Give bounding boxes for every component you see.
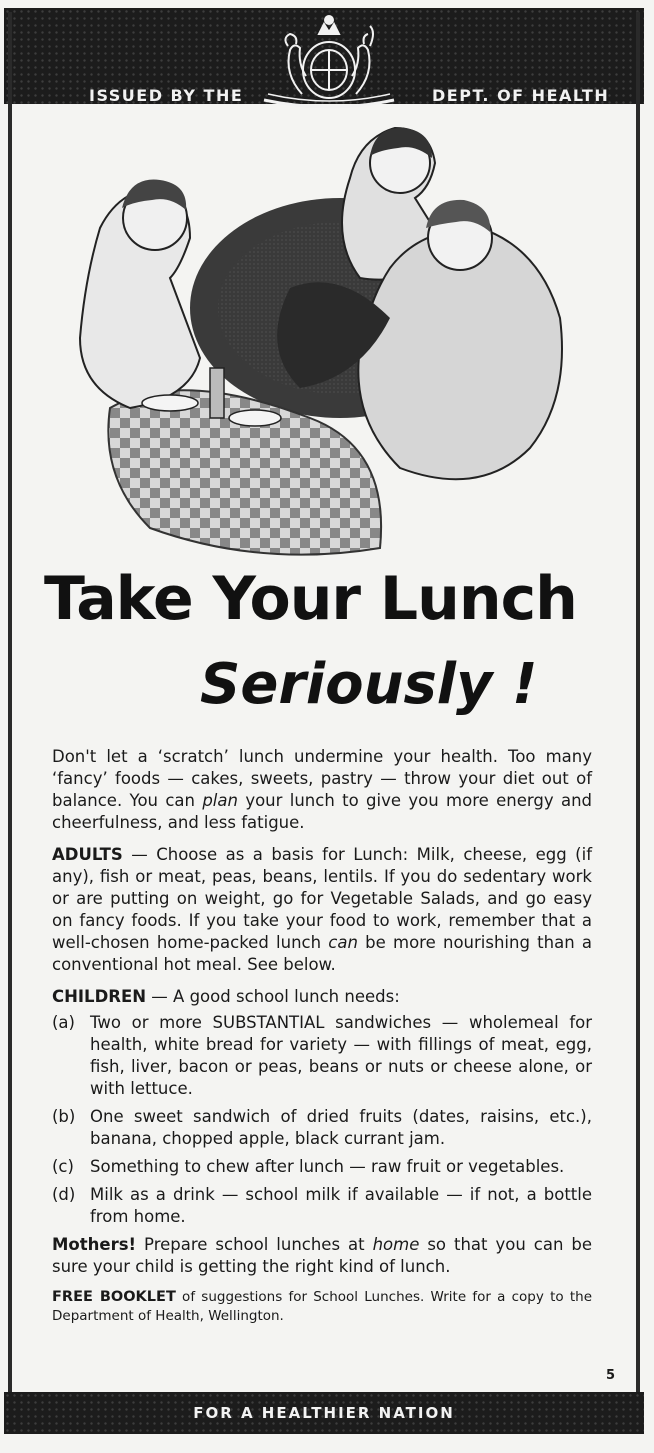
list-item [52, 1156, 592, 1178]
mothers-text-end: so that you can be sure your child is getting the right kind of lunch. [52, 1235, 592, 1276]
adults-heading: ADULTS [52, 845, 123, 864]
intro-text-end: your lunch to give you more energy and cheerfulness, and less fatigue. [52, 791, 592, 832]
adults-paragraph [52, 844, 592, 976]
list-item-marker: (a) [52, 1013, 75, 1032]
list-item [52, 1012, 592, 1100]
list-item-text: Something to chew after lunch — raw fruit or vegetables. [90, 1157, 565, 1176]
mothers-paragraph [52, 1234, 592, 1278]
department-label: DEPT. OF HEALTH [432, 86, 610, 105]
list-item [52, 1184, 592, 1228]
free-booklet-paragraph [52, 1288, 592, 1326]
children-intro: — A good school lunch needs: [146, 987, 400, 1006]
adults-text-end: be more nourishing than a conventional hot meal. See below. [52, 933, 592, 974]
intro-plan-emphasis: plan [202, 791, 238, 810]
adults-text: — Choose as a basis for Lunch: Milk, cheese, egg (if any), fish or meat, peas, beans, lentils. If you do sedentary work or are putting on weight, go for Vegetable Salads, and go easy on fancy foods. If you take your food to work, remember that a well-chosen home-packed lunch [52, 845, 592, 952]
children-paragraph [52, 986, 592, 1008]
children-heading: CHILDREN [52, 987, 147, 1006]
issued-by-label: ISSUED BY THE [89, 86, 244, 105]
footer-tagline: FOR A HEALTHIER NATION [193, 1404, 455, 1422]
list-item-marker: (c) [52, 1157, 74, 1176]
headline-main: Take Your Lunch [44, 564, 577, 634]
mothers-heading: Mothers! [52, 1235, 137, 1254]
page-number: 5 [606, 1368, 616, 1383]
headline-seriously: Seriously ! [200, 652, 538, 717]
body-copy [52, 746, 592, 1336]
mothers-home-emphasis: home [372, 1235, 420, 1254]
intro-text: Don't let a ‘scratch’ lunch undermine your health. Too many ‘fancy’ foods — cakes, sweets, pastry — throw your diet out of balance. You can [52, 747, 592, 810]
adults-can-emphasis: can [328, 933, 358, 952]
footer-band [4, 1392, 644, 1434]
list-item-text: Milk as a drink — school milk if available — if not, a bottle from home. [90, 1185, 592, 1226]
list-item [52, 1106, 592, 1150]
list-item-marker: (b) [52, 1107, 76, 1126]
list-item-marker: (d) [52, 1185, 76, 1204]
intro-paragraph [52, 746, 592, 834]
free-booklet-text: of suggestions for School Lunches. Write for a copy to the Department of Health, Wellington. [52, 1289, 593, 1324]
mothers-text: Prepare school lunches at [136, 1235, 373, 1254]
list-item-text: One sweet sandwich of dried fruits (dates, raisins, etc.), banana, chopped apple, black currant jam. [90, 1107, 592, 1148]
three-women-lunch-illustration [60, 118, 590, 563]
list-item-text: Two or more SUBSTANTIAL sandwiches — wholemeal for health, white bread for variety — with fillings of meat, egg, fish, liver, bacon or peas, beans or nuts or cheese alone, or with lettuce. [90, 1013, 592, 1098]
children-needs-list [52, 1012, 592, 1228]
free-booklet-heading: FREE BOOKLET [52, 1289, 176, 1305]
